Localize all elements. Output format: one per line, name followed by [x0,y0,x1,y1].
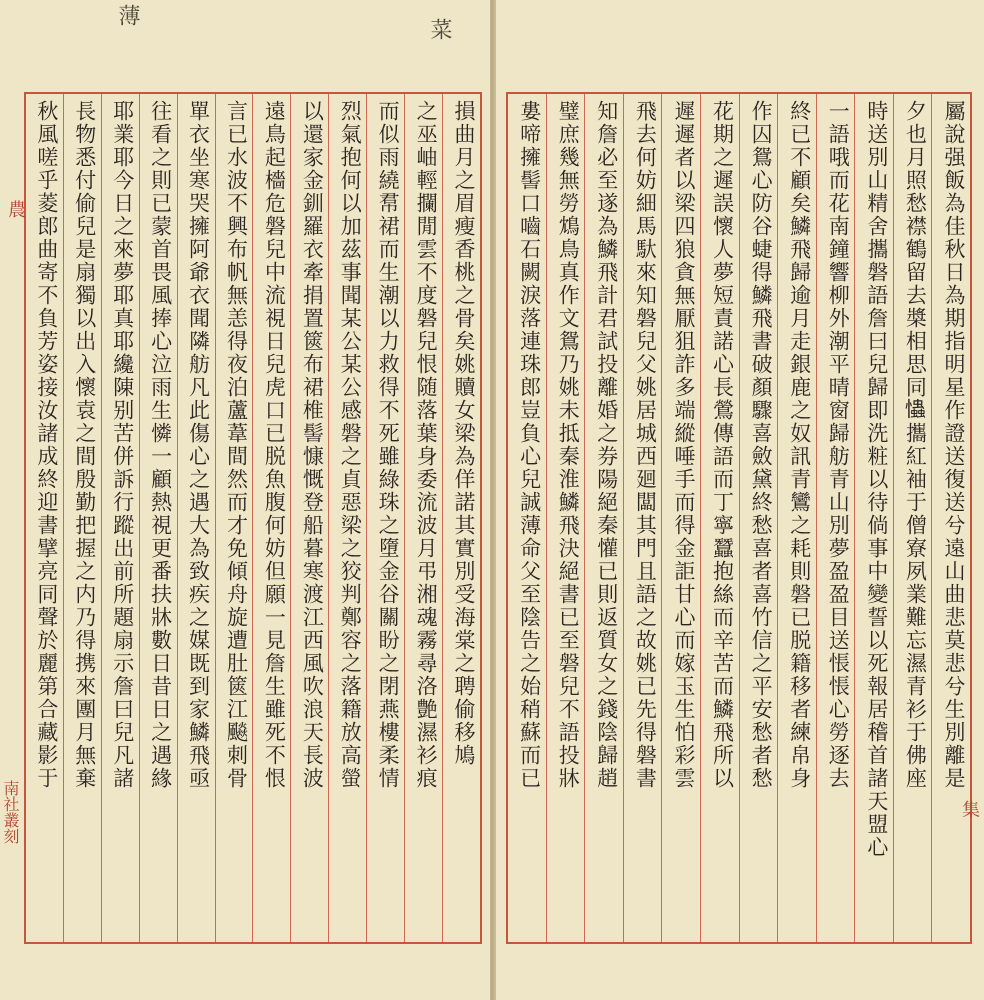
text-column: 長物悉付偷兒是扇獨以出入懷袁之間殷勤把握之内乃得携來團月無棄 [63,94,101,942]
text-column: 秋風嗟乎菱郎曲寄不負芳姿接汝諸成終迎書擘亮同聲於麗第合藏影于 [34,100,59,790]
text-column: 璧庶幾無勞鴆鳥真作文鴛乃姚未抵秦淮鱗飛決絕書已至磐兒不語投牀 [546,94,585,942]
handwritten-annotation: 菜 [427,18,452,40]
text-column: 耶業耶今日之來夢耶真耶纔陳别苦併訴行蹤出前所題扇示詹曰兒凡諸 [101,94,139,942]
text-column: 時送別山精舍攜磐語詹曰兒歸即洗粧以待倘事中變誓以死報居稽首諸天盟心 [854,94,893,942]
text-column: 遲遲者以梁四狼貪無厭狙詐多端縱唾手而得金詎甘心而嫁玉生怕彩雲 [661,94,700,942]
text-column: 作囚鴛心防谷蜨得鱗飛書破顏驟喜斂黛終愁喜者喜竹信之平安愁者愁 [739,94,778,942]
text-column: 烈氣抱何以加茲事聞某公某公感磐之貞惡梁之狡判鄭容之落籍放高螢 [328,94,366,942]
text-column: 遠鳥起檣危磐兒中流視日兒虎口已脱魚腹何妨但願一見詹生雖死不恨 [252,94,290,942]
margin-label-left-top: 農 [5,200,26,218]
left-page-text-grid [24,92,482,944]
handwritten-annotation: 薄 [115,4,140,26]
text-column: 一語哦而花南鐘響柳外潮平晴窗歸舫青山別夢盈盈目送悵悵心勞逐去 [816,94,855,942]
left-page [0,0,490,1000]
right-page [494,0,984,1000]
text-column: 花期之遲誤懷人夢短責諾心長鶯傳語而丁寧蠶抱絲而辛苦而鱗飛所以 [700,94,739,942]
text-column: 單衣坐寒哭擁阿爺衣聞隣舫凡此傷心之遇大為致疾之媒既到家鱗飛亟 [177,94,215,942]
text-column: 言已水波不興布帆無恙得夜泊蘆葦間然而才免傾舟旋遭肚篋江飈刺骨 [215,94,253,942]
text-column: 以還家金釧羅衣牽捐置篋布裙椎髻慷慨登船暮寒渡江西風吹浪天長波 [290,94,328,942]
text-column: 婁啼擁髻口嚙石闕淚落連珠郎豈負心兒誠薄命父至陰告之始稍蘇而已 [517,100,542,790]
text-column: 之巫岫輕攔閒雲不度磐兒恨随落葉身委流波月弔湘魂霧尋洛艶濕衫痕 [404,94,442,942]
margin-label-right: 集 [959,800,980,818]
right-page-text-grid [506,92,972,944]
text-column: 終已不顧矣鱗飛歸逾月走銀鹿之奴訊青鸞之耗則磐已脱籍移者練帛身 [777,94,816,942]
text-column: 屬說强飯為佳秋日為期指明星作證送復送兮遠山曲悲莫悲兮生別離是 [931,94,970,942]
text-column: 飛去何妨細馬馱來知磐兒父姚居城西廻闆其門且語之故姚已先得磐書 [623,94,662,942]
text-column: 夕也月照愁襟鶴留去槳相思同𢥞攜紅袖于僧寮夙業難忘濕青衫于佛座 [893,94,932,942]
text-column: 知詹必至遂為鱗飛計君試投離婚之券陽絕秦懽已則返質女之錢陰歸趙 [584,94,623,942]
text-column: 而似雨繞帬裙而生潮以力救得不死雖綠珠之墮金谷關盼之閉燕樓柔情 [366,94,404,942]
text-column: 往看之則已蒙首畏風捧心泣雨生憐一顧熱視更番扶牀數日昔日之遇緣 [139,94,177,942]
margin-label-left-bottom: 南社叢刻 [1,780,20,844]
text-column: 損曲月之眉瘦香桃之骨矣姚贖女梁為佯諾其實別受海棠之聘偷移鳩 [442,94,480,942]
